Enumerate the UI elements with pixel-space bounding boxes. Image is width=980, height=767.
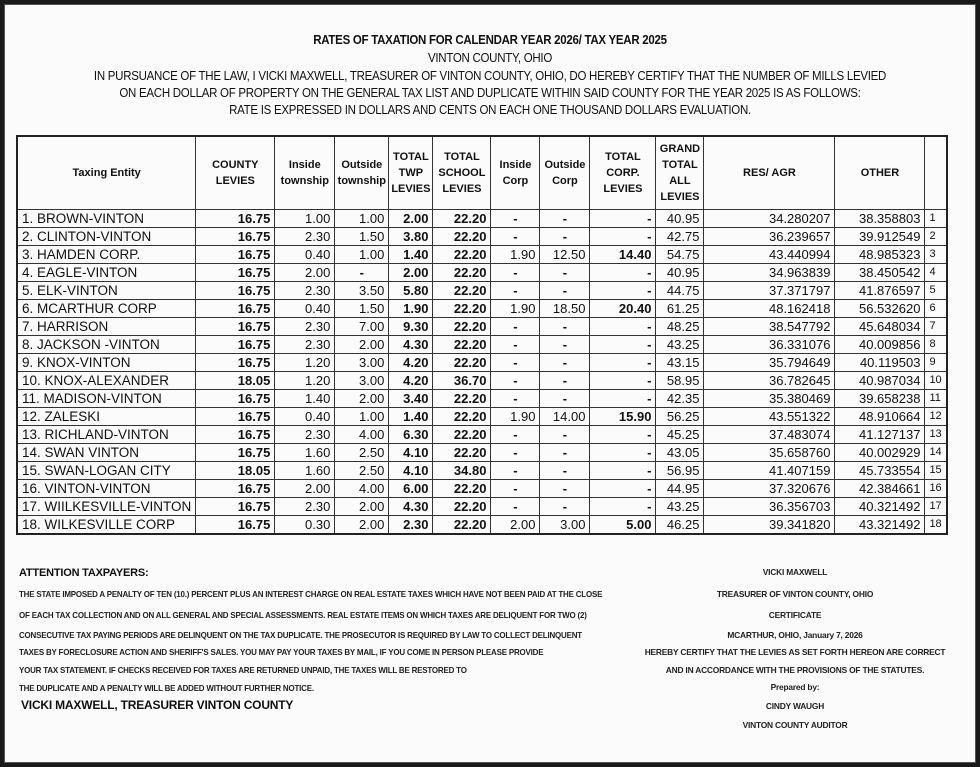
cell-county-levies: 18.05 xyxy=(196,372,275,390)
cell-inside-township: 2.30 xyxy=(275,228,335,246)
cell-outside-corp: - xyxy=(540,264,590,282)
certificate-line: MCARTHUR, OHIO, January 7, 2026 xyxy=(727,630,863,640)
cell-total-twp: 4.30 xyxy=(389,336,433,354)
cell-county-levies: 16.75 xyxy=(196,516,275,535)
cell-outside-township: 1.00 xyxy=(335,408,389,426)
cell-total-school: 22.20 xyxy=(433,336,491,354)
cell-other: 56.532620 xyxy=(835,300,925,318)
cell-row-number: 13 xyxy=(925,426,947,444)
cell-outside-corp: 14.00 xyxy=(540,408,590,426)
cell-grand-total: 54.75 xyxy=(656,246,704,264)
cell-grand-total: 43.25 xyxy=(656,498,704,516)
cell-outside-township: 1.50 xyxy=(335,300,389,318)
cell-row-number: 15 xyxy=(925,462,947,480)
cell-inside-corp: - xyxy=(491,462,540,480)
cell-other: 40.009856 xyxy=(835,336,925,354)
cell-grand-total: 40.95 xyxy=(656,210,704,228)
cell-outside-township: - xyxy=(335,264,389,282)
cell-total-corp: - xyxy=(590,264,656,282)
cell-total-school: 22.20 xyxy=(433,426,491,444)
cell-county-levies: 16.75 xyxy=(196,426,275,444)
cell-total-twp: 4.10 xyxy=(389,444,433,462)
cell-row-number: 2 xyxy=(925,228,947,246)
treasurer-signature: VICKI MAXWELL, TREASURER VINTON COUNTY xyxy=(21,698,294,712)
cell-grand-total: 42.35 xyxy=(656,390,704,408)
col-header-res-agr: RES/ AGR xyxy=(704,136,835,210)
cell-total-twp: 3.40 xyxy=(389,390,433,408)
cell-other: 40.321492 xyxy=(835,498,925,516)
cell-inside-corp: - xyxy=(491,480,540,498)
attention-line: OF EACH TAX COLLECTION AND ON ALL GENERAL AND SPECIAL ASSESSMENTS. REAL ESTATE ITEMS ON WHICH TAXES ARE DELIQUENT FOR TWO (2) xyxy=(19,610,587,620)
cell-row-number: 10 xyxy=(925,372,947,390)
cell-other: 40.119503 xyxy=(835,354,925,372)
cell-row-number: 11 xyxy=(925,390,947,408)
certificate-line: CERTIFICATE xyxy=(768,610,822,620)
cell-inside-corp: - xyxy=(491,354,540,372)
cell-other: 48.985323 xyxy=(835,246,925,264)
cell-res-agr: 37.371797 xyxy=(704,282,835,300)
cell-outside-corp: - xyxy=(540,354,590,372)
cell-county-levies: 16.75 xyxy=(196,390,275,408)
table-row xyxy=(17,498,947,516)
cell-total-school: 36.70 xyxy=(433,372,491,390)
cell-outside-corp: 3.00 xyxy=(540,516,590,535)
cell-total-corp: - xyxy=(590,282,656,300)
cell-total-twp: 4.20 xyxy=(389,354,433,372)
cell-inside-township: 0.30 xyxy=(275,516,335,535)
col-header-county: COUNTY LEVIES xyxy=(196,136,275,210)
cell-outside-township: 4.00 xyxy=(335,480,389,498)
certificate-line: VINTON COUNTY AUDITOR xyxy=(742,720,848,730)
col-header-entity: Taxing Entity xyxy=(17,136,196,210)
cell-inside-corp: 1.90 xyxy=(491,408,540,426)
cell-grand-total: 42.75 xyxy=(656,228,704,246)
cell-res-agr: 48.162418 xyxy=(704,300,835,318)
cell-res-agr: 34.280207 xyxy=(704,210,835,228)
cell-county-levies: 16.75 xyxy=(196,480,275,498)
cell-county-levies: 18.05 xyxy=(196,462,275,480)
table-row xyxy=(17,264,947,282)
cell-grand-total: 43.05 xyxy=(656,444,704,462)
cell-grand-total: 43.25 xyxy=(656,336,704,354)
cell-grand-total: 44.95 xyxy=(656,480,704,498)
cell-total-twp: 6.00 xyxy=(389,480,433,498)
cell-outside-township: 2.00 xyxy=(335,390,389,408)
cell-county-levies: 16.75 xyxy=(196,246,275,264)
cell-inside-corp: - xyxy=(491,426,540,444)
cell-inside-corp: 1.90 xyxy=(491,300,540,318)
cell-row-number: 7 xyxy=(925,318,947,336)
cell-outside-corp: 18.50 xyxy=(540,300,590,318)
attention-line: TAXES BY FORECLOSURE ACTION AND SHERIFF'S SALES. YOU MAY PAY YOUR TAXES BY MAIL, IF YOU COME IN PERSON PLEASE PROVIDE xyxy=(19,647,544,657)
cell-entity: 16. VINTON-VINTON xyxy=(17,480,196,498)
attention-line: THE DUPLICATE AND A PENALTY WILL BE ADDED WITHOUT FURTHER NOTICE. xyxy=(19,683,314,693)
cell-total-corp: 5.00 xyxy=(590,516,656,535)
cell-total-school: 22.20 xyxy=(433,444,491,462)
cell-row-number: 16 xyxy=(925,480,947,498)
cell-outside-corp: - xyxy=(540,426,590,444)
cell-total-corp: - xyxy=(590,462,656,480)
cell-res-agr: 36.782645 xyxy=(704,372,835,390)
cell-entity: 15. SWAN-LOGAN CITY xyxy=(17,462,196,480)
cell-total-school: 34.80 xyxy=(433,462,491,480)
table-row xyxy=(17,354,947,372)
cell-inside-corp: - xyxy=(491,372,540,390)
col-header-total-twp: TOTAL TWP LEVIES xyxy=(389,136,433,210)
cell-res-agr: 36.331076 xyxy=(704,336,835,354)
cell-other: 39.912549 xyxy=(835,228,925,246)
cell-total-school: 22.20 xyxy=(433,210,491,228)
cell-outside-township: 1.50 xyxy=(335,228,389,246)
cell-total-twp: 4.20 xyxy=(389,372,433,390)
cell-res-agr: 35.658760 xyxy=(704,444,835,462)
cell-total-corp: - xyxy=(590,354,656,372)
table-row xyxy=(17,426,947,444)
cell-res-agr: 35.794649 xyxy=(704,354,835,372)
table-row xyxy=(17,336,947,354)
cell-res-agr: 37.320676 xyxy=(704,480,835,498)
cell-other: 42.384661 xyxy=(835,480,925,498)
cell-total-corp: - xyxy=(590,210,656,228)
cell-total-twp: 2.30 xyxy=(389,516,433,535)
cell-res-agr: 43.551322 xyxy=(704,408,835,426)
table-row xyxy=(17,408,947,426)
cell-outside-corp: - xyxy=(540,228,590,246)
cell-total-twp: 4.30 xyxy=(389,498,433,516)
cell-outside-township: 2.00 xyxy=(335,336,389,354)
certificate-line: HEREBY CERTIFY THAT THE LEVIES AS SET FORTH HEREON ARE CORRECT xyxy=(644,647,946,657)
certificate-line: CINDY WAUGH xyxy=(765,701,825,711)
certification-line-2: ON EACH DOLLAR OF PROPERTY ON THE GENERAL TAX LIST AND DUPLICATE WITHIN SAID COUNTY FOR THE YEAR 2025 IS AS FOLLOWS: xyxy=(119,86,861,100)
cell-row-number: 8 xyxy=(925,336,947,354)
cell-outside-corp: - xyxy=(540,210,590,228)
cell-total-school: 22.20 xyxy=(433,246,491,264)
cell-outside-corp: - xyxy=(540,390,590,408)
cell-row-number: 6 xyxy=(925,300,947,318)
cell-entity: 13. RICHLAND-VINTON xyxy=(17,426,196,444)
cell-other: 45.648034 xyxy=(835,318,925,336)
cell-total-twp: 4.10 xyxy=(389,462,433,480)
cell-entity: 3. HAMDEN CORP. xyxy=(17,246,196,264)
cell-outside-corp: - xyxy=(540,462,590,480)
cell-county-levies: 16.75 xyxy=(196,408,275,426)
col-header-outside-corp: Outside Corp xyxy=(540,136,590,210)
cell-inside-corp: - xyxy=(491,336,540,354)
cell-res-agr: 34.963839 xyxy=(704,264,835,282)
cell-row-number: 12 xyxy=(925,408,947,426)
cell-inside-township: 0.40 xyxy=(275,408,335,426)
cell-other: 41.876597 xyxy=(835,282,925,300)
cell-total-corp: - xyxy=(590,228,656,246)
cell-outside-township: 1.00 xyxy=(335,246,389,264)
cell-inside-corp: - xyxy=(491,444,540,462)
cell-total-corp: - xyxy=(590,390,656,408)
cell-county-levies: 16.75 xyxy=(196,228,275,246)
cell-res-agr: 37.483074 xyxy=(704,426,835,444)
cell-res-agr: 39.341820 xyxy=(704,516,835,535)
cell-grand-total: 40.95 xyxy=(656,264,704,282)
cell-inside-township: 2.30 xyxy=(275,498,335,516)
cell-inside-township: 2.00 xyxy=(275,480,335,498)
cell-other: 38.450542 xyxy=(835,264,925,282)
cell-inside-township: 1.60 xyxy=(275,462,335,480)
cell-grand-total: 56.95 xyxy=(656,462,704,480)
cell-total-twp: 2.00 xyxy=(389,210,433,228)
table-row xyxy=(17,372,947,390)
cell-total-twp: 1.40 xyxy=(389,246,433,264)
cell-total-corp: - xyxy=(590,336,656,354)
table-row xyxy=(17,282,947,300)
cell-outside-corp: 12.50 xyxy=(540,246,590,264)
cell-outside-corp: - xyxy=(540,498,590,516)
cell-county-levies: 16.75 xyxy=(196,498,275,516)
cell-total-corp: - xyxy=(590,480,656,498)
county-name: VINTON COUNTY, OHIO xyxy=(427,51,553,65)
cell-inside-township: 2.30 xyxy=(275,426,335,444)
table-row xyxy=(17,246,947,264)
cell-inside-corp: - xyxy=(491,318,540,336)
cell-entity: 12. ZALESKI xyxy=(17,408,196,426)
cell-total-school: 22.20 xyxy=(433,300,491,318)
certificate-line: Prepared by: xyxy=(770,682,820,692)
cell-outside-township: 2.50 xyxy=(335,462,389,480)
cell-inside-township: 0.40 xyxy=(275,300,335,318)
table-row xyxy=(17,318,947,336)
col-header-outside-township: Outside township xyxy=(335,136,389,210)
cell-inside-township: 1.20 xyxy=(275,372,335,390)
col-header-other: OTHER xyxy=(835,136,925,210)
cell-res-agr: 43.440994 xyxy=(704,246,835,264)
col-header-inside-township: Inside township xyxy=(275,136,335,210)
attention-line: CONSECUTIVE TAX PAYING PERIODS ARE DELINQUENT ON THE TAX DUPLICATE. THE PROSECUTOR IS REQUIRED BY LAW TO COLLECT DELINQUENT xyxy=(19,630,582,640)
cell-other: 39.658238 xyxy=(835,390,925,408)
cell-res-agr: 35.380469 xyxy=(704,390,835,408)
cell-grand-total: 48.25 xyxy=(656,318,704,336)
cell-entity: 2. CLINTON-VINTON xyxy=(17,228,196,246)
cell-inside-township: 1.20 xyxy=(275,354,335,372)
cell-outside-township: 3.00 xyxy=(335,354,389,372)
cell-other: 40.987034 xyxy=(835,372,925,390)
cell-outside-township: 4.00 xyxy=(335,426,389,444)
cell-total-twp: 3.80 xyxy=(389,228,433,246)
cell-inside-corp: - xyxy=(491,228,540,246)
cell-grand-total: 46.25 xyxy=(656,516,704,535)
cell-inside-township: 2.00 xyxy=(275,264,335,282)
table-row xyxy=(17,444,947,462)
cell-county-levies: 16.75 xyxy=(196,282,275,300)
cell-county-levies: 16.75 xyxy=(196,336,275,354)
cell-outside-corp: - xyxy=(540,372,590,390)
cell-grand-total: 56.25 xyxy=(656,408,704,426)
table-row xyxy=(17,390,947,408)
cell-outside-township: 2.50 xyxy=(335,444,389,462)
table-row xyxy=(17,462,947,480)
certificate-line: AND IN ACCORDANCE WITH THE PROVISIONS OF THE STATUTES. xyxy=(665,665,925,675)
cell-entity: 4. EAGLE-VINTON xyxy=(17,264,196,282)
cell-county-levies: 16.75 xyxy=(196,264,275,282)
cell-inside-township: 2.30 xyxy=(275,282,335,300)
table-body xyxy=(17,210,947,535)
cell-inside-township: 0.40 xyxy=(275,246,335,264)
cell-other: 48.910664 xyxy=(835,408,925,426)
cell-total-corp: 14.40 xyxy=(590,246,656,264)
cell-county-levies: 16.75 xyxy=(196,210,275,228)
table-row xyxy=(17,300,947,318)
cell-entity: 18. WILKESVILLE CORP xyxy=(17,516,196,535)
cell-inside-corp: - xyxy=(491,282,540,300)
cell-inside-township: 2.30 xyxy=(275,336,335,354)
document-title: RATES OF TAXATION FOR CALENDAR YEAR 2026/ TAX YEAR 2025 xyxy=(313,33,667,47)
cell-total-school: 22.20 xyxy=(433,282,491,300)
col-header-total-school: TOTAL SCHOOL LEVIES xyxy=(433,136,491,210)
cell-total-school: 22.20 xyxy=(433,390,491,408)
cell-outside-corp: - xyxy=(540,318,590,336)
cell-grand-total: 45.25 xyxy=(656,426,704,444)
cell-entity: 10. KNOX-ALEXANDER xyxy=(17,372,196,390)
col-header-grand-total: GRAND TOTAL ALL LEVIES xyxy=(656,136,704,210)
cell-total-corp: - xyxy=(590,372,656,390)
cell-grand-total: 44.75 xyxy=(656,282,704,300)
cell-entity: 14. SWAN VINTON xyxy=(17,444,196,462)
cell-total-school: 22.20 xyxy=(433,318,491,336)
cell-grand-total: 61.25 xyxy=(656,300,704,318)
cell-entity: 7. HARRISON xyxy=(17,318,196,336)
cell-total-twp: 5.80 xyxy=(389,282,433,300)
cell-total-twp: 2.00 xyxy=(389,264,433,282)
cell-total-twp: 6.30 xyxy=(389,426,433,444)
cell-row-number: 5 xyxy=(925,282,947,300)
cell-inside-township: 1.00 xyxy=(275,210,335,228)
col-header-inside-corp: Inside Corp xyxy=(491,136,540,210)
cell-total-school: 22.20 xyxy=(433,516,491,535)
cell-total-school: 22.20 xyxy=(433,264,491,282)
attention-title: ATTENTION TAXPAYERS: xyxy=(19,567,149,579)
cell-inside-corp: - xyxy=(491,210,540,228)
cell-outside-township: 2.00 xyxy=(335,498,389,516)
certification-line-3: RATE IS EXPRESSED IN DOLLARS AND CENTS ON EACH ONE THOUSAND DOLLARS EVALUATION. xyxy=(229,103,751,117)
cell-inside-corp: 1.90 xyxy=(491,246,540,264)
cell-row-number: 4 xyxy=(925,264,947,282)
cell-entity: 17. WIILKESVILLE-VINTON xyxy=(17,498,196,516)
cell-total-twp: 1.40 xyxy=(389,408,433,426)
col-header-row-number xyxy=(925,136,947,210)
cell-outside-township: 3.50 xyxy=(335,282,389,300)
cell-outside-township: 1.00 xyxy=(335,210,389,228)
certificate-line: TREASURER OF VINTON COUNTY, OHIO xyxy=(716,589,874,599)
cell-outside-township: 7.00 xyxy=(335,318,389,336)
cell-outside-corp: - xyxy=(540,444,590,462)
cell-row-number: 14 xyxy=(925,444,947,462)
attention-line: THE STATE IMPOSED A PENALTY OF TEN (10.) PERCENT PLUS AN INTEREST CHARGE ON REAL ESTATE TAXES WHICH HAVE NOT BEEN PAID AT THE CLOSE xyxy=(19,589,603,599)
cell-other: 41.127137 xyxy=(835,426,925,444)
cell-res-agr: 38.547792 xyxy=(704,318,835,336)
cell-res-agr: 36.356703 xyxy=(704,498,835,516)
tax-rate-document xyxy=(4,4,976,763)
cell-total-twp: 1.90 xyxy=(389,300,433,318)
cell-res-agr: 41.407159 xyxy=(704,462,835,480)
cell-total-corp: 15.90 xyxy=(590,408,656,426)
cell-total-corp: 20.40 xyxy=(590,300,656,318)
cell-res-agr: 36.239657 xyxy=(704,228,835,246)
cell-entity: 11. MADISON-VINTON xyxy=(17,390,196,408)
cell-total-school: 22.20 xyxy=(433,408,491,426)
cell-total-school: 22.20 xyxy=(433,354,491,372)
cell-row-number: 18 xyxy=(925,516,947,535)
cell-inside-corp: - xyxy=(491,498,540,516)
cell-total-corp: - xyxy=(590,426,656,444)
cell-total-school: 22.20 xyxy=(433,228,491,246)
cell-other: 43.321492 xyxy=(835,516,925,535)
cell-grand-total: 58.95 xyxy=(656,372,704,390)
cell-inside-corp: - xyxy=(491,390,540,408)
cell-outside-township: 3.00 xyxy=(335,372,389,390)
cell-total-corp: - xyxy=(590,444,656,462)
attention-line: YOUR TAX STATEMENT. IF CHECKS RECEIVED FOR TAXES ARE RETURNED UNPAID, THE TAXES WILL BE RESTORED TO xyxy=(19,665,467,675)
cell-entity: 6. MCARTHUR CORP xyxy=(17,300,196,318)
cell-inside-township: 2.30 xyxy=(275,318,335,336)
cell-inside-township: 1.60 xyxy=(275,444,335,462)
cell-county-levies: 16.75 xyxy=(196,354,275,372)
table-row xyxy=(17,210,947,228)
cell-entity: 8. JACKSON -VINTON xyxy=(17,336,196,354)
cell-row-number: 1 xyxy=(925,210,947,228)
cell-outside-corp: - xyxy=(540,480,590,498)
cell-entity: 5. ELK-VINTON xyxy=(17,282,196,300)
cell-row-number: 17 xyxy=(925,498,947,516)
cell-total-school: 22.20 xyxy=(433,480,491,498)
certificate-line: VICKI MAXWELL xyxy=(762,567,828,577)
cell-total-twp: 9.30 xyxy=(389,318,433,336)
cell-other: 38.358803 xyxy=(835,210,925,228)
cell-county-levies: 16.75 xyxy=(196,318,275,336)
table-row xyxy=(17,516,947,535)
cell-outside-corp: - xyxy=(540,282,590,300)
cell-row-number: 9 xyxy=(925,354,947,372)
certification-line-1: IN PURSUANCE OF THE LAW, I VICKI MAXWELL, TREASURER OF VINTON COUNTY, OHIO, DO HEREBY CERTIFY THAT THE NUMBER OF MILLS LEVIED xyxy=(93,69,887,83)
cell-county-levies: 16.75 xyxy=(196,300,275,318)
cell-entity: 1. BROWN-VINTON xyxy=(17,210,196,228)
cell-total-corp: - xyxy=(590,318,656,336)
cell-inside-corp: - xyxy=(491,264,540,282)
cell-other: 40.002929 xyxy=(835,444,925,462)
cell-county-levies: 16.75 xyxy=(196,444,275,462)
cell-entity: 9. KNOX-VINTON xyxy=(17,354,196,372)
cell-other: 45.733554 xyxy=(835,462,925,480)
cell-total-school: 22.20 xyxy=(433,498,491,516)
tax-rates-table xyxy=(16,135,948,535)
table-row xyxy=(17,480,947,498)
cell-outside-township: 2.00 xyxy=(335,516,389,535)
cell-total-corp: - xyxy=(590,498,656,516)
col-header-total-corp: TOTAL CORP. LEVIES xyxy=(590,136,656,210)
cell-grand-total: 43.15 xyxy=(656,354,704,372)
cell-inside-corp: 2.00 xyxy=(491,516,540,535)
cell-outside-corp: - xyxy=(540,336,590,354)
table-header-row xyxy=(17,136,947,210)
table-row xyxy=(17,228,947,246)
cell-row-number: 3 xyxy=(925,246,947,264)
cell-inside-township: 1.40 xyxy=(275,390,335,408)
